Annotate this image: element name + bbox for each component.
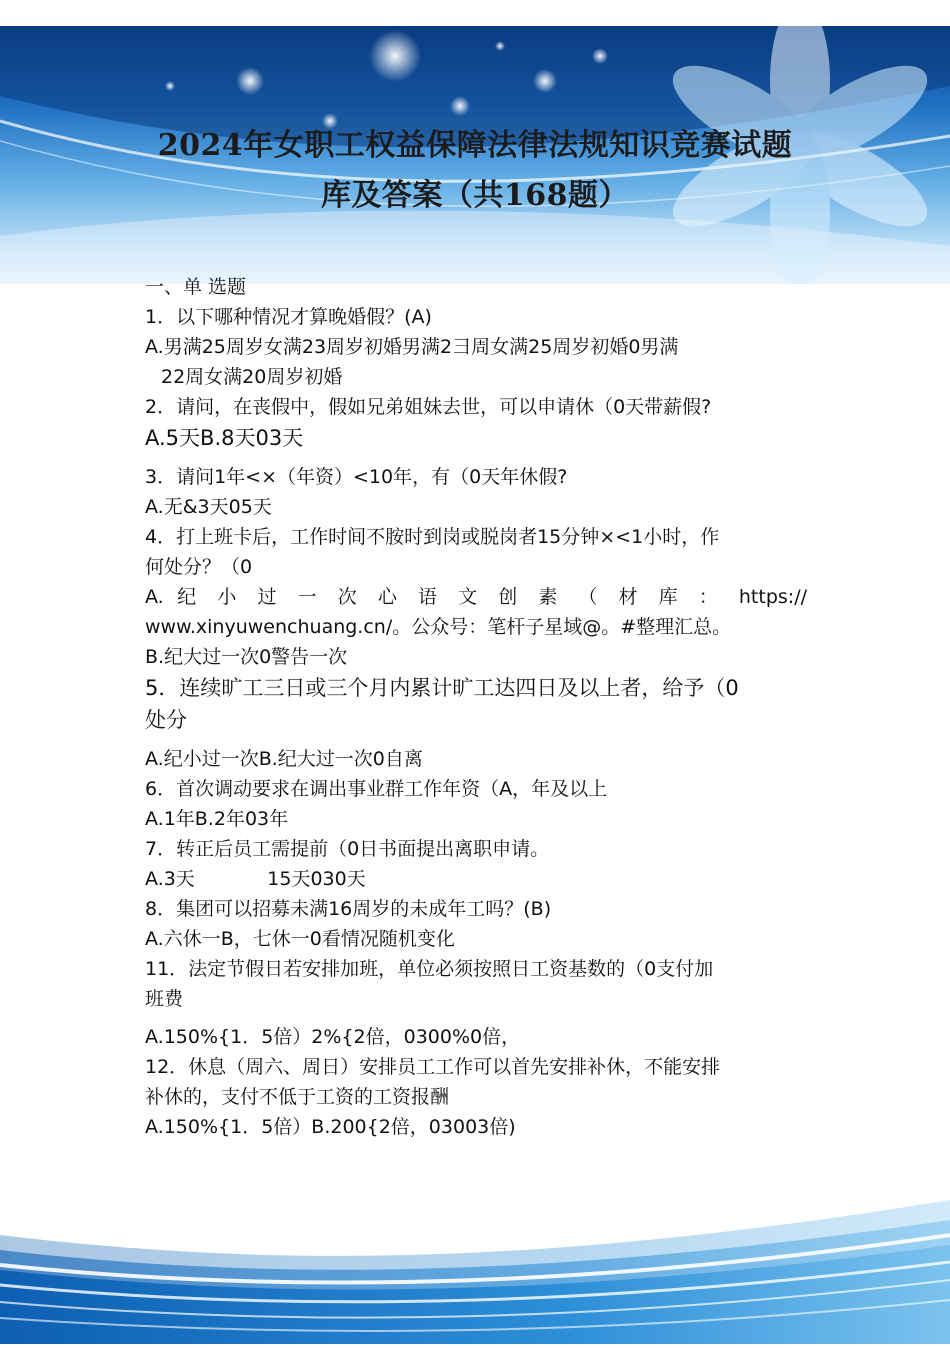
question-list	[145, 272, 807, 1142]
options-12: A.150%{1．5倍）B.200{2倍，03003倍)	[145, 1116, 516, 1138]
options-11: A.150%{1．5倍）2%{2倍，0300%0倍，	[145, 1026, 521, 1048]
question-11: 11．法定节假日若安排加班，单位必须按照日工资基数的（0支付加	[145, 958, 714, 980]
options-4: A. 纪 小 过 一 次 心 语 文 创 素 （ 材 库 ： https://	[145, 586, 807, 608]
question-12: 12．休息（周六、周日）安排员工工作可以首先安排补休，不能安排	[145, 1056, 721, 1078]
footer-wave-art	[0, 1180, 950, 1344]
question-3: 3．请问1年<×（年资）<10年，有（0天年休假?	[145, 466, 568, 488]
question-1: 1．以下哪种情况才算晚婚假？(A)	[145, 306, 432, 328]
question-11-continued: 班费	[145, 988, 184, 1010]
question-12-continued: 补休的，支付不低于工资的工资报酬	[145, 1086, 450, 1108]
question-5-continued: 处分	[145, 708, 187, 732]
question-5: 5．连续旷工三日或三个月内累计旷工达四日及以上者，给予（0	[145, 676, 739, 700]
footer-wave-decoration	[0, 1180, 950, 1344]
options-3: A.无&3天05天	[145, 496, 272, 518]
options-1: A.男满25周岁女满23周岁初婚男满2彐周女满25周岁初婚0男满	[145, 336, 679, 358]
question-8: 8．集团可以招募未满16周岁的未成年工吗？(B)	[145, 898, 552, 920]
question-6: 6．首次调动要求在调出事业群工作年资（A，年及以上	[145, 778, 608, 800]
options-1-continued: 22周女满20周岁初婚	[161, 366, 343, 388]
options-8: A.六休一B，七休一0看情况随机变化	[145, 928, 455, 950]
question-2: 2．请问，在丧假中，假如兄弟姐妹去世，可以申请休（0天带薪假?	[145, 396, 712, 418]
options-4-b: B.纪大过一次0警告一次	[145, 646, 348, 668]
question-7: 7．转正后员工需提前（0日书面提出离职申请。	[145, 838, 550, 860]
options-4-continued: www.xinyuwenchuang.cn/。公众号：笔杆子星域@。#整理汇总。	[145, 616, 732, 638]
section-heading: 一、单 选题	[145, 276, 247, 298]
options-2: A.5天B.8天03天	[145, 426, 304, 450]
options-7: A.3天 15天030天	[145, 868, 366, 890]
document-title-line-1: 2024年女职工权益保障法律法规知识竞赛试题	[157, 128, 793, 163]
document-title-line-2: 库及答案（共168题）	[320, 178, 630, 213]
question-4: 4．打上班卡后，工作时间不胺时到岗或脱岗者15分钟×<1小时，作	[145, 526, 720, 548]
options-5: A.纪小过一次B.纪大过一次0自离	[145, 748, 423, 770]
question-4-continued: 何处分？（0	[145, 556, 253, 578]
options-6: A.1年B.2年03年	[145, 808, 289, 830]
